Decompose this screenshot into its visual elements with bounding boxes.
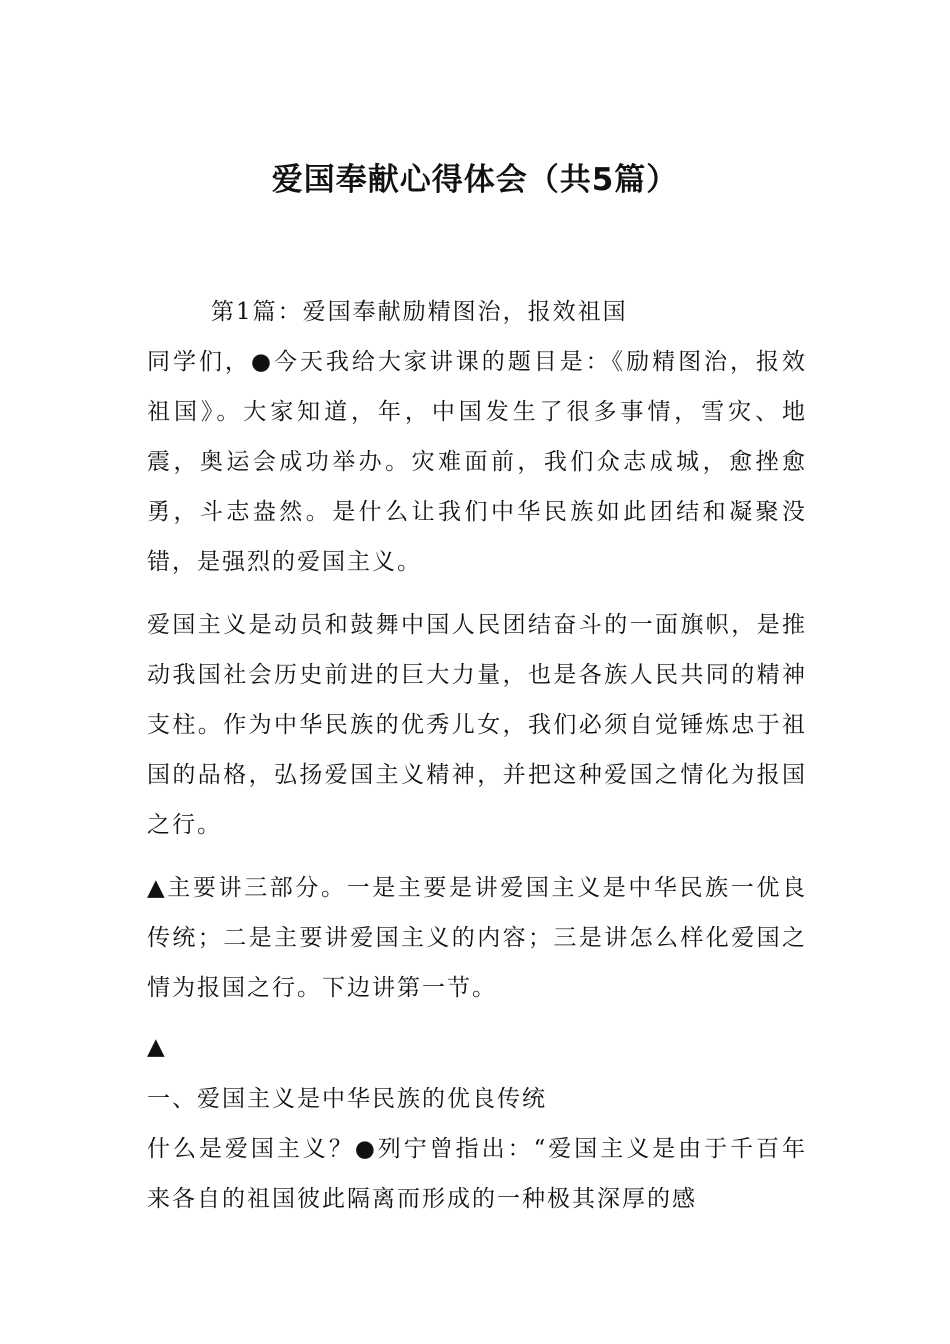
paragraph-2: 爱国主义是动员和鼓舞中国人民团结奋斗的一面旗帜，是推动我国社会历史前进的巨大力量，也是各族人民共同的精神支柱。作为中华民族的优秀儿女，我们必须自觉锤炼忠于祖国的品格，弘扬爱国主义精神，并把这种爱国之情化为报国之行。 [147, 612, 807, 838]
document-body [147, 290, 807, 1237]
section-heading: 一、爱国主义是中华民族的优良传统 [147, 1086, 547, 1112]
chapter-heading: 第1篇：爱国奉献励精图治，报效祖国 [211, 299, 628, 325]
triangle-marker: ▲ [147, 1034, 165, 1060]
paragraph-1: 同学们，●今天我给大家讲课的题目是：《励精图治，报效祖国》。大家知道，年，中国发生了很多事情，雪灾、地震，奥运会成功举办。灾难面前，我们众志成城，愈挫愈勇，斗志盎然。是什么让我们中华民族如此团结和凝聚没错，是强烈的爱国主义。 [147, 349, 807, 575]
document-title: 爱国奉献心得体会（共5篇） [271, 162, 679, 198]
paragraph-4: 什么是爱国主义？●列宁曾指出：“爱国主义是由于千百年来各自的祖国彼此隔离而形成的一种极其深厚的感 [147, 1136, 807, 1212]
paragraph-3: ▲主要讲三部分。一是主要是讲爱国主义是中华民族一优良传统；二是主要讲爱国主义的内容；三是讲怎么样化爱国之情为报国之行。下边讲第一节。 [147, 875, 807, 1001]
